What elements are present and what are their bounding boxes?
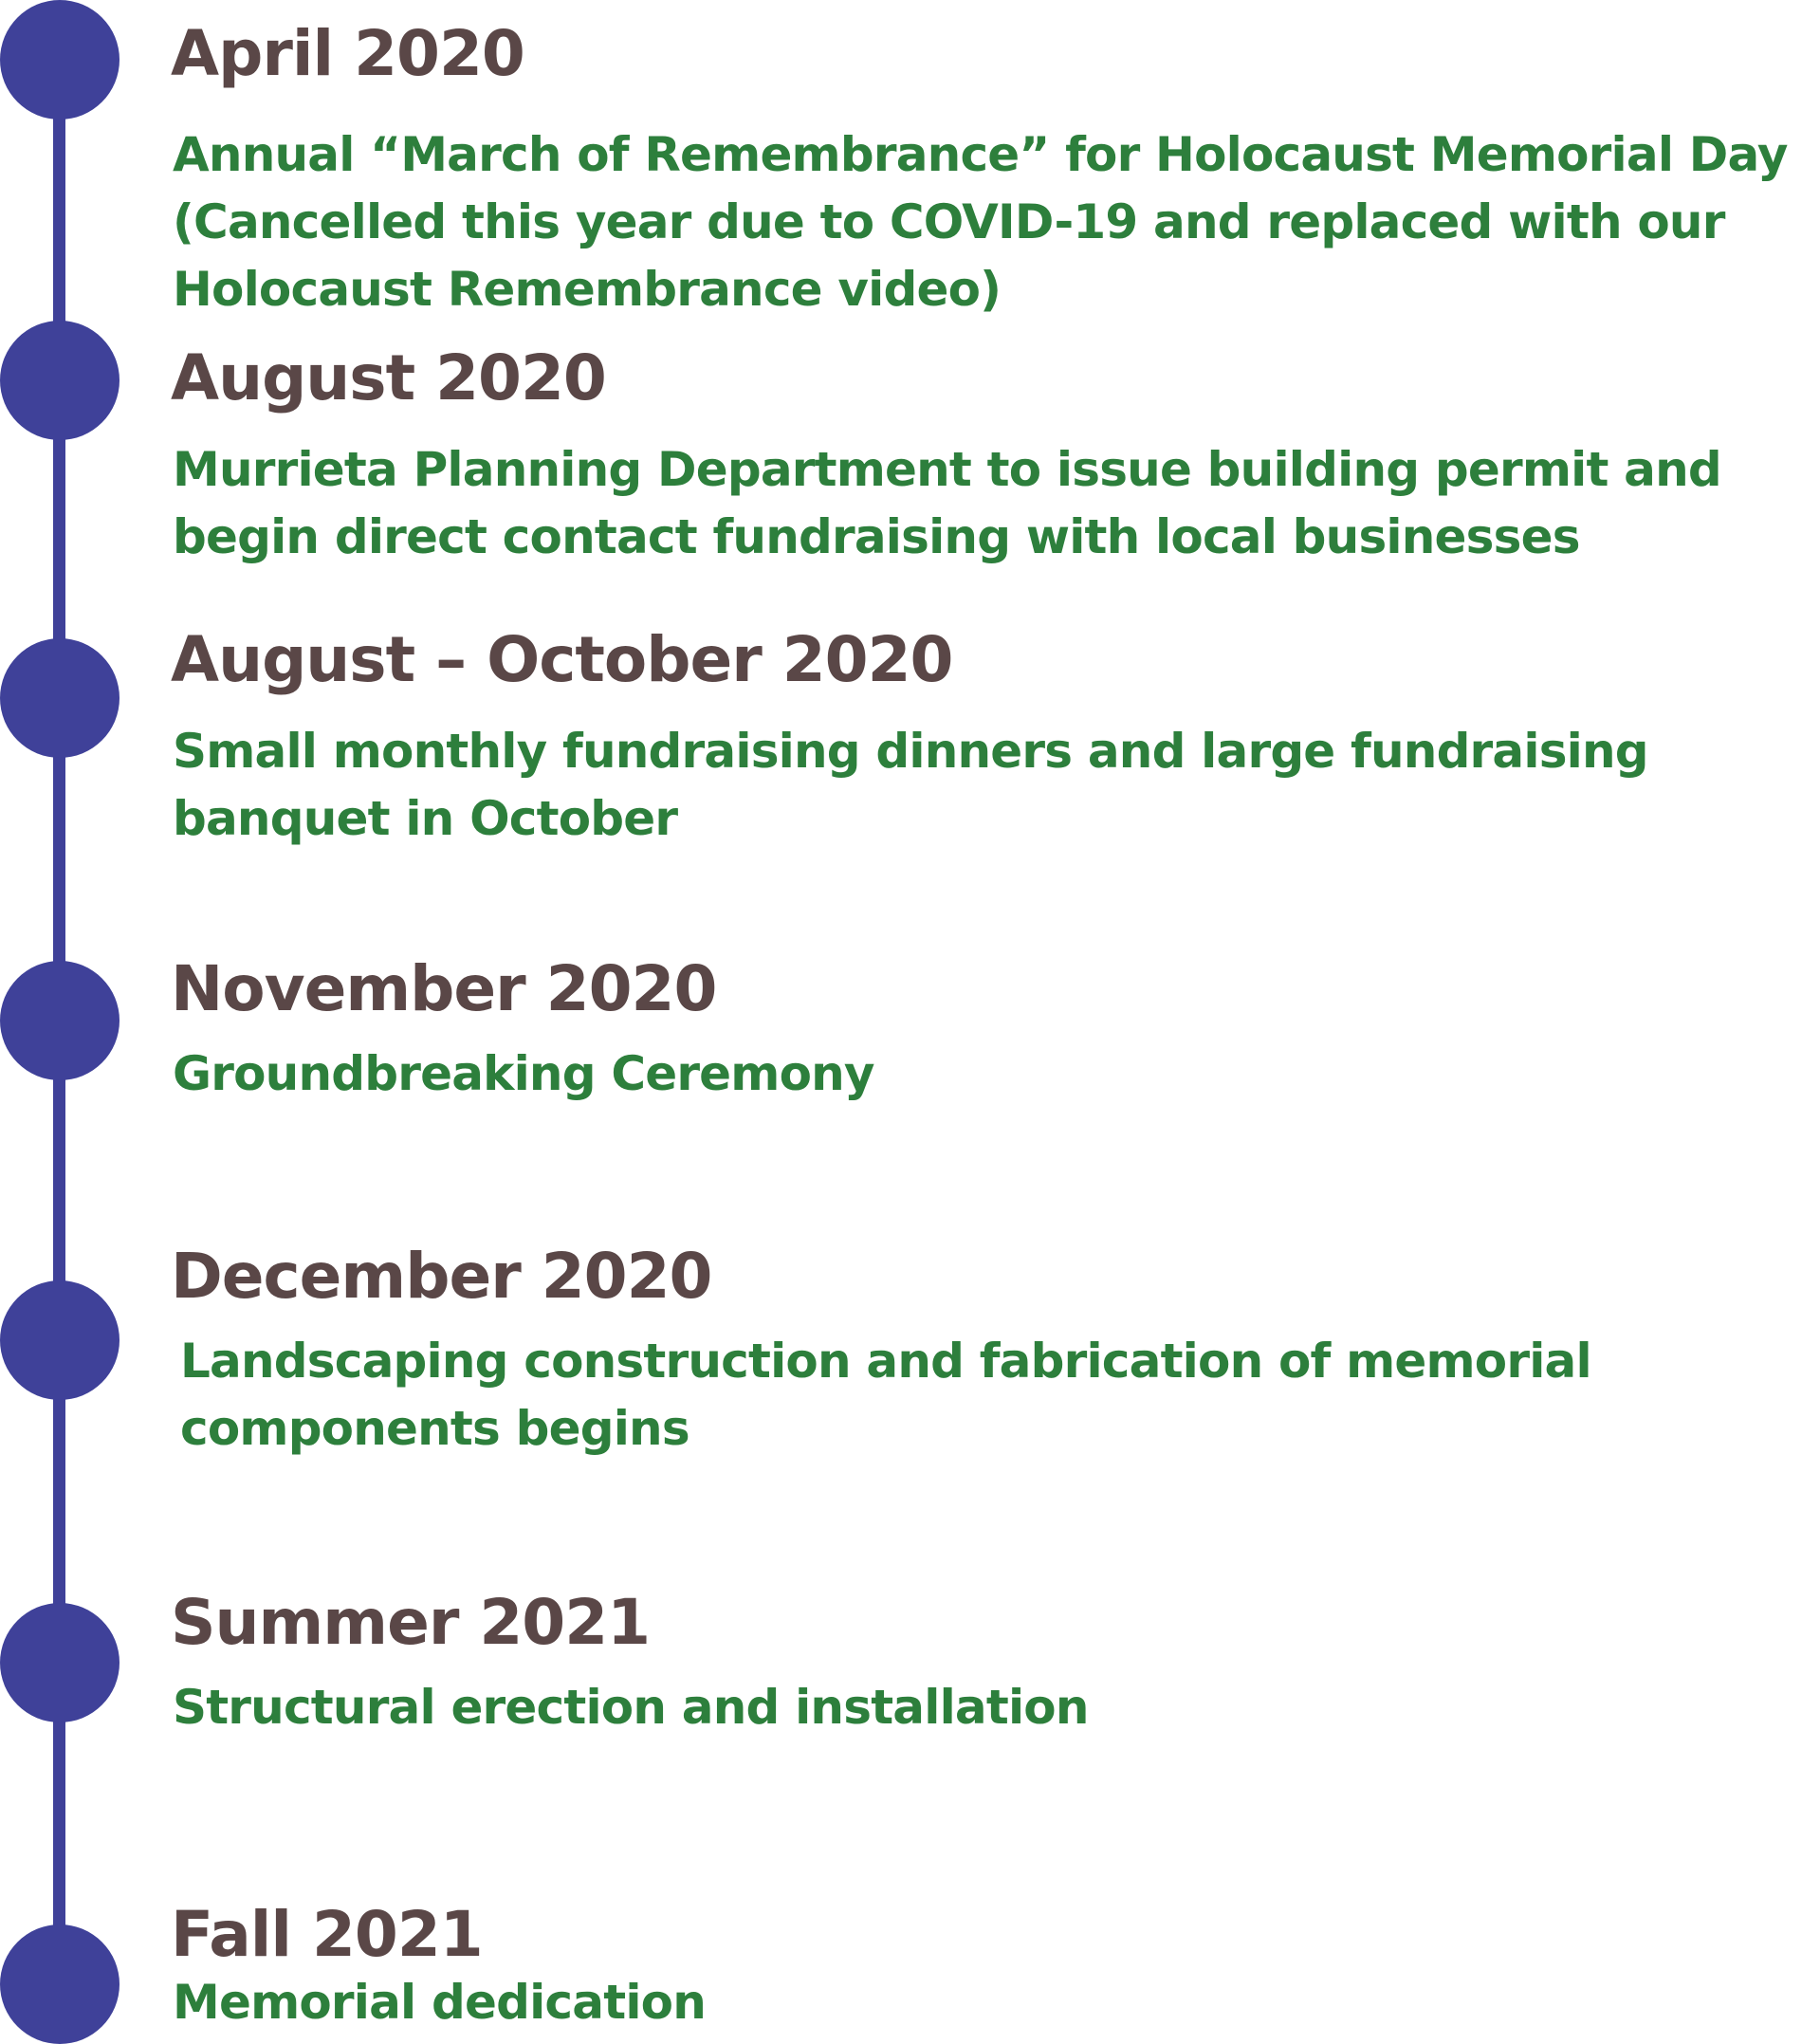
- milestone-date-7: Fall 2021: [171, 1898, 483, 1971]
- milestone-date-2: August 2020: [171, 341, 606, 414]
- milestone-node-5: [0, 1280, 119, 1400]
- milestone-node-7: [0, 1924, 119, 2044]
- milestone-desc-6-line-1: Structural erection and installation: [173, 1680, 1089, 1735]
- milestone-node-3: [0, 638, 119, 758]
- milestone-node-2: [0, 321, 119, 440]
- milestone-date-6: Summer 2021: [171, 1586, 651, 1659]
- milestone-date-3: August – October 2020: [171, 623, 953, 696]
- milestone-node-6: [0, 1603, 119, 1722]
- milestone-desc-3-line-1: Small monthly fundraising dinners and large fundraising: [173, 724, 1648, 779]
- milestone-node-4: [0, 961, 119, 1080]
- milestone-date-5: December 2020: [171, 1240, 712, 1313]
- milestone-desc-2-line-2: begin direct contact fundraising with local businesses: [173, 509, 1580, 564]
- milestone-desc-1-line-2: (Cancelled this year due to COVID-19 and replaced with our: [173, 194, 1725, 249]
- milestone-desc-1-line-3: Holocaust Remembrance video): [173, 262, 1002, 317]
- milestone-desc-2-line-1: Murrieta Planning Department to issue building permit and: [173, 442, 1721, 497]
- milestone-desc-7-line-1: Memorial dedication: [173, 1975, 706, 2030]
- milestone-desc-3-line-2: banquet in October: [173, 791, 678, 846]
- milestone-date-4: November 2020: [171, 952, 717, 1025]
- milestone-desc-4-line-1: Groundbreaking Ceremony: [173, 1046, 874, 1101]
- milestone-date-1: April 2020: [171, 17, 524, 90]
- milestone-desc-5-line-1: Landscaping construction and fabrication of memorial: [180, 1334, 1591, 1389]
- milestone-node-1: [0, 0, 119, 120]
- milestone-desc-5-line-2: components begins: [180, 1401, 689, 1456]
- milestone-desc-1-line-1: Annual “March of Remembrance” for Holocaust Memorial Day: [173, 127, 1788, 182]
